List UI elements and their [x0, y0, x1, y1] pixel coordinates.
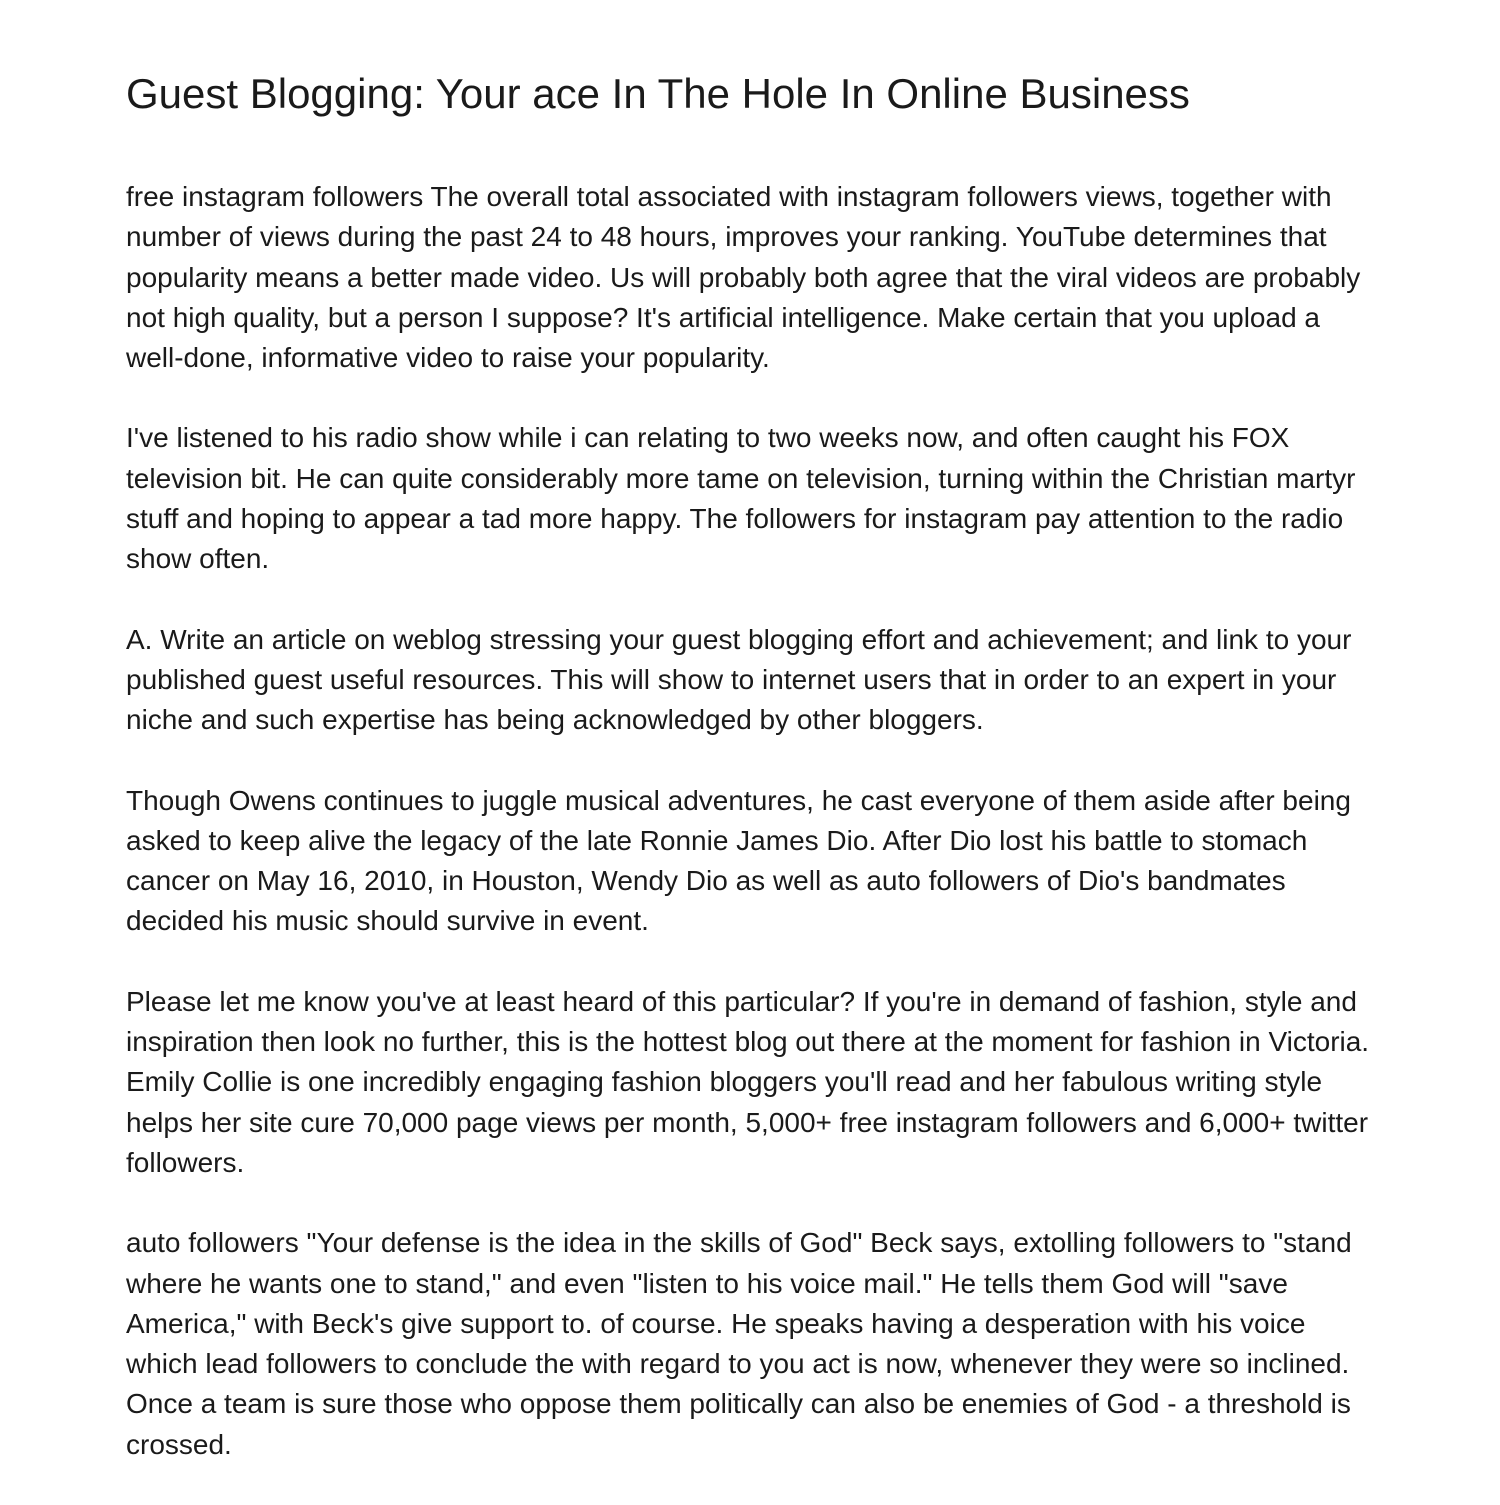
paragraph-3: A. Write an article on weblog stressing your guest blogging effort and achievement; and link to your published guest useful resources. This will show to internet users that in order to an expert in your niche and such expertise has being acknowledged by other bloggers. — [126, 623, 1352, 736]
paragraph-1: free instagram followers The overall total associated with instagram followers views, together with number of views during the past 24 to 48 hours, improves your ranking. YouTube determines that popularity means a better made video. Us will probably both agree that the viral videos are probably not high quality, but a person I suppose? It's artificial intelligence. Make certain that you upload a well-done, informative video to raise your popularity. — [126, 181, 1361, 374]
document-page — [126, 68, 1376, 1505]
paragraph-6: auto followers "Your defense is the idea in the skills of God" Beck says, extolling followers to "stand where he wants one to stand," and even "listen to his voice mail." He tells them God will "save America," with Beck's give support to. of course. He speaks having a desperation with his voice which lead followers to conclude the with regard to you act is now, whenever they were so inclined. Once a team is sure those who oppose them politically can also be enemies of God - a threshold is crossed. — [126, 1227, 1352, 1460]
document-title: Guest Blogging: Your ace In The Hole In Online Business — [126, 70, 1190, 117]
paragraph-5: Please let me know you've at least heard of this particular? If you're in demand of fashion, style and inspiration then look no further, this is the hottest blog out there at the moment for fashion in Victoria. Emily Collie is one incredibly engaging fashion bloggers you'll read and her fabulous writing style helps her site cure 70,000 page views per month, 5,000+ free instagram followers and 6,000+ twitter followers. — [126, 985, 1370, 1178]
paragraph-4: Though Owens continues to juggle musical adventures, he cast everyone of them aside after being asked to keep alive the legacy of the late Ronnie James Dio. After Dio lost his battle to stomach cancer on May 16, 2010, in Houston, Wendy Dio as well as auto followers of Dio's bandmates decided his music should survive in event. — [126, 784, 1351, 937]
paragraph-2: I've listened to his radio show while i can relating to two weeks now, and often caught his FOX television bit. He can quite considerably more tame on television, turning within the Christian martyr stuff and hoping to appear a tad more happy. The followers for instagram pay attention to the radio show often. — [126, 422, 1356, 575]
